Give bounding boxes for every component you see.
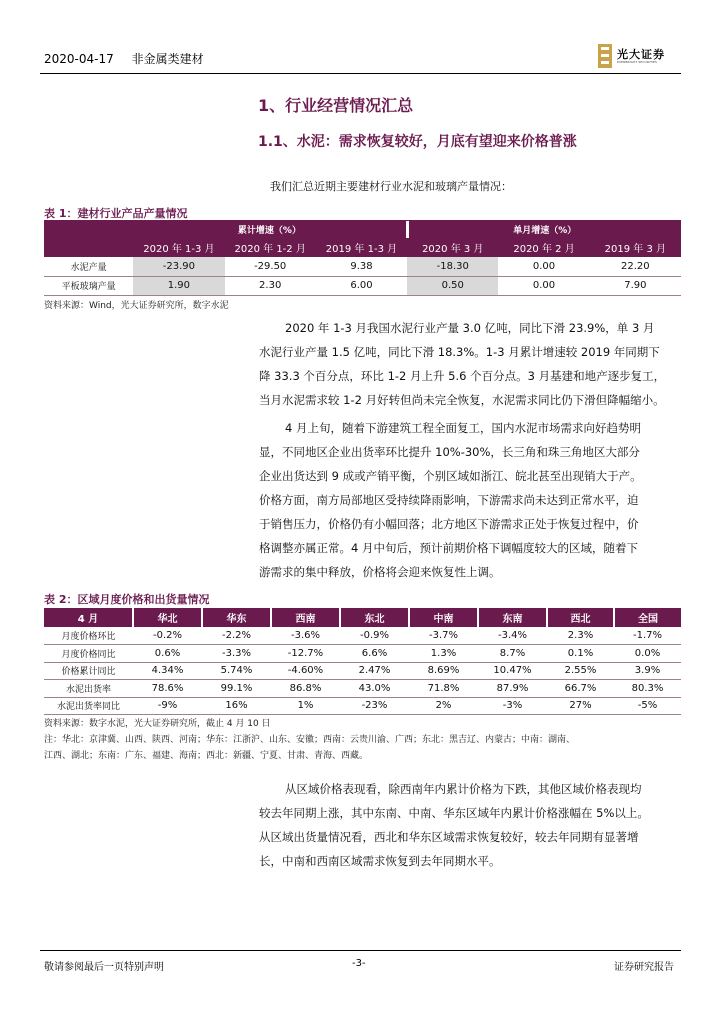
table-cell: 2.47% xyxy=(340,662,409,680)
table-cell: -3.7% xyxy=(409,627,478,645)
table-cell: 1.3% xyxy=(409,645,478,663)
text-line: 4 月上旬，随着下游建筑工程全面复工，国内水泥市场需求向好趋势明 xyxy=(285,421,641,435)
table-cell: 78.6% xyxy=(133,680,202,698)
row-label: 价格累计同比 xyxy=(44,662,133,680)
table-cell: 10.47% xyxy=(478,662,547,680)
table2-title: 表 2：区域月度价格和出货量情况 xyxy=(44,593,210,606)
logo-subtitle: EVERBRIGHT SECURITIES xyxy=(617,60,657,64)
table-cell: 1.90 xyxy=(133,276,224,295)
table-cell: -4.60% xyxy=(271,662,340,680)
table1-col: 2019 年 1-3 月 xyxy=(316,238,407,257)
table-cell: 6.00 xyxy=(316,276,407,295)
table-cell: 9.38 xyxy=(316,257,407,276)
group-cumulative: 累计增速（%） xyxy=(133,221,407,238)
table-cell: 7.90 xyxy=(590,276,681,295)
table1-corner xyxy=(44,221,133,238)
table-cell: -18.30 xyxy=(407,257,498,276)
table-cell: 80.3% xyxy=(614,680,681,698)
table-cell: 3.9% xyxy=(614,662,681,680)
table-row xyxy=(44,680,681,698)
table-cell: 71.8% xyxy=(409,680,478,698)
table-row xyxy=(44,662,681,680)
table-cell: -0.2% xyxy=(133,627,202,645)
table-cell: 86.8% xyxy=(271,680,340,698)
paragraph-1 xyxy=(285,316,654,340)
report-date: 2020-04-17 xyxy=(44,52,114,66)
table-cell: 5.74% xyxy=(202,662,271,680)
table2-col: 华东 xyxy=(202,608,271,627)
header-divider xyxy=(40,73,681,74)
company-logo xyxy=(598,44,688,68)
paragraph-3-cont xyxy=(259,801,649,873)
table2-col: 华北 xyxy=(133,608,202,627)
table-cell: -0.9% xyxy=(340,627,409,645)
text-line: 当月水泥需求较 1-2 月好转但尚未完全恢复，水泥需求同比仍下滑但降幅缩小。 xyxy=(259,393,665,407)
table2-note-2: 江西、湖北；东南：广东、福建、海南；西北：新疆、宁夏、甘肃、青海、西藏。 xyxy=(44,751,369,761)
table-row xyxy=(44,697,681,715)
text-line: 游需求的集中释放，价格将会迎来恢复性上调。 xyxy=(259,565,501,579)
footer-divider xyxy=(40,950,681,951)
intro-text: 我们汇总近期主要建材行业水泥和玻璃产量情况： xyxy=(270,180,512,193)
footer-report-type: 证券研究报告 xyxy=(614,962,674,973)
table-cell: 2.3% xyxy=(547,627,614,645)
group-monthly: 单月增速（%） xyxy=(407,221,681,238)
section-heading-1: 1、行业经营情况汇总 xyxy=(258,96,414,115)
text-line: 从区域出货量情况看，西北和华东区域需求恢复较好，较去年同期有显著增 xyxy=(259,830,639,844)
table-row xyxy=(44,276,681,295)
table-cell: 0.0% xyxy=(614,645,681,663)
text-line: 水泥行业产量 1.5 亿吨，同比下滑 18.3%。1-3 月累计增速较 2019 年同期下 xyxy=(259,345,660,359)
text-line: 显，不同地区企业出货率环比提升 10%-30%，长三角和珠三角地区大部分 xyxy=(259,445,640,459)
table-cell: 4.34% xyxy=(133,662,202,680)
table-row xyxy=(44,627,681,645)
table2-note-1: 注：华北：京津冀、山西、陕西、河南；华东：江浙沪、山东、安徽；西南：云贵川渝、广西；东北：黑吉辽、内蒙古；中南：湖南、 xyxy=(44,735,576,745)
table-cell: -2.2% xyxy=(202,627,271,645)
table-cell: 0.50 xyxy=(407,276,498,295)
row-label: 月度价格环比 xyxy=(44,627,133,645)
table-row xyxy=(44,645,681,663)
table-cell: -5% xyxy=(614,697,681,715)
table2-col: 中南 xyxy=(409,608,478,627)
table-cell: -3.6% xyxy=(271,627,340,645)
table-cell: 6.6% xyxy=(340,645,409,663)
text-line: 格调整亦属正常。4 月中旬后，预计前期价格下调幅度较大的区域，随着下 xyxy=(259,541,638,555)
table-cell: -3% xyxy=(478,697,547,715)
section-heading-2: 1.1、水泥：需求恢复较好，月底有望迎来价格普涨 xyxy=(258,134,577,150)
table-cell: 2.30 xyxy=(225,276,316,295)
paragraph-2 xyxy=(285,416,641,440)
table-cell: -3.3% xyxy=(202,645,271,663)
table-cell: 0.00 xyxy=(498,257,589,276)
table-cell: 0.6% xyxy=(133,645,202,663)
table-cell: 87.9% xyxy=(478,680,547,698)
table1-col: 2020 年 1-3 月 xyxy=(133,238,224,257)
table1-col: 2019 年 3 月 xyxy=(590,238,681,257)
table1-col: 2020 年 3 月 xyxy=(407,238,498,257)
table2-col: 西北 xyxy=(547,608,614,627)
table-cell: 27% xyxy=(547,697,614,715)
table1-corner-sub xyxy=(44,238,133,257)
text-line: 2020 年 1-3 月我国水泥行业产量 3.0 亿吨，同比下滑 23.9%，单 3 月 xyxy=(285,321,655,335)
text-line: 企业出货达到 9 成或产销平衡，个别区域如浙江、皖北甚至出现销大于产。 xyxy=(259,469,642,483)
text-line: 较去年同期上涨，其中东南、中南、华东区域年内累计价格涨幅在 5%以上。 xyxy=(259,806,649,820)
page-number: -3- xyxy=(352,958,366,969)
table2-col: 4 月 xyxy=(44,608,133,627)
row-label: 月度价格同比 xyxy=(44,645,133,663)
table-cell: 2% xyxy=(409,697,478,715)
table-cell: 16% xyxy=(202,697,271,715)
text-line: 价格方面，南方局部地区受持续降雨影响，下游需求尚未达到正常水平，迫 xyxy=(259,493,639,507)
table-row xyxy=(44,257,681,276)
table1-group-header xyxy=(44,221,681,238)
footer-disclaimer: 敬请参阅最后一页特别声明 xyxy=(44,962,164,973)
logo-mark-icon xyxy=(598,44,612,68)
table-cell: 8.7% xyxy=(478,645,547,663)
table-cell: 1% xyxy=(271,697,340,715)
row-label: 水泥产量 xyxy=(44,257,133,276)
table-cell: -1.7% xyxy=(614,627,681,645)
paragraph-3 xyxy=(285,777,642,801)
table2-col: 东南 xyxy=(478,608,547,627)
table-cell: -29.50 xyxy=(225,257,316,276)
table2-column-header xyxy=(44,608,681,627)
table-cell: -23.90 xyxy=(133,257,224,276)
table-cell: 99.1% xyxy=(202,680,271,698)
report-category: 非金属类建材 xyxy=(131,52,204,66)
table2-col: 西南 xyxy=(271,608,340,627)
row-label: 水泥出货率同比 xyxy=(44,697,133,715)
table1-column-header xyxy=(44,238,681,257)
table2-col: 东北 xyxy=(340,608,409,627)
row-label: 水泥出货率 xyxy=(44,680,133,698)
paragraph-2-cont xyxy=(259,440,642,584)
table-cell: 8.69% xyxy=(409,662,478,680)
page-header xyxy=(44,50,218,67)
text-line: 从区域价格表现看，除西南年内累计价格为下跌，其他区域价格表现均 xyxy=(285,782,642,796)
table-cell: 0.1% xyxy=(547,645,614,663)
table2-col: 全国 xyxy=(614,608,681,627)
table1-title: 表 1：建材行业产品产量情况 xyxy=(44,207,188,220)
table-cell: 66.7% xyxy=(547,680,614,698)
table1-col: 2020 年 1-2 月 xyxy=(225,238,316,257)
text-line: 于销售压力，价格仍有小幅回落；北方地区下游需求正处于恢复过程中，价 xyxy=(259,517,639,531)
logo-name: 光大证券 xyxy=(617,48,665,61)
paragraph-1-cont xyxy=(259,340,665,412)
table-cell: 22.20 xyxy=(590,257,681,276)
table-cell: 0.00 xyxy=(498,276,589,295)
table1-col: 2020 年 2 月 xyxy=(498,238,589,257)
text-line: 降 33.3 个百分点，环比 1-2 月上升 5.6 个百分点。3 月基建和地产逐步复工， xyxy=(259,369,666,383)
table-cell: -23% xyxy=(340,697,409,715)
region-price-table xyxy=(44,608,681,715)
row-label: 平板玻璃产量 xyxy=(44,276,133,295)
text-line: 长，中南和西南区域需求恢复到去年同期水平。 xyxy=(259,854,501,868)
table-cell: -12.7% xyxy=(271,645,340,663)
table2-source: 资料来源：数字水泥，光大证券研究所，截止 4 月 10 日 xyxy=(44,719,271,729)
table1-source: 资料来源：Wind，光大证券研究所，数字水泥 xyxy=(44,301,229,311)
table-cell: 43.0% xyxy=(340,680,409,698)
production-table xyxy=(44,221,681,296)
table-cell: -9% xyxy=(133,697,202,715)
table-cell: 2.55% xyxy=(547,662,614,680)
table-cell: -3.4% xyxy=(478,627,547,645)
